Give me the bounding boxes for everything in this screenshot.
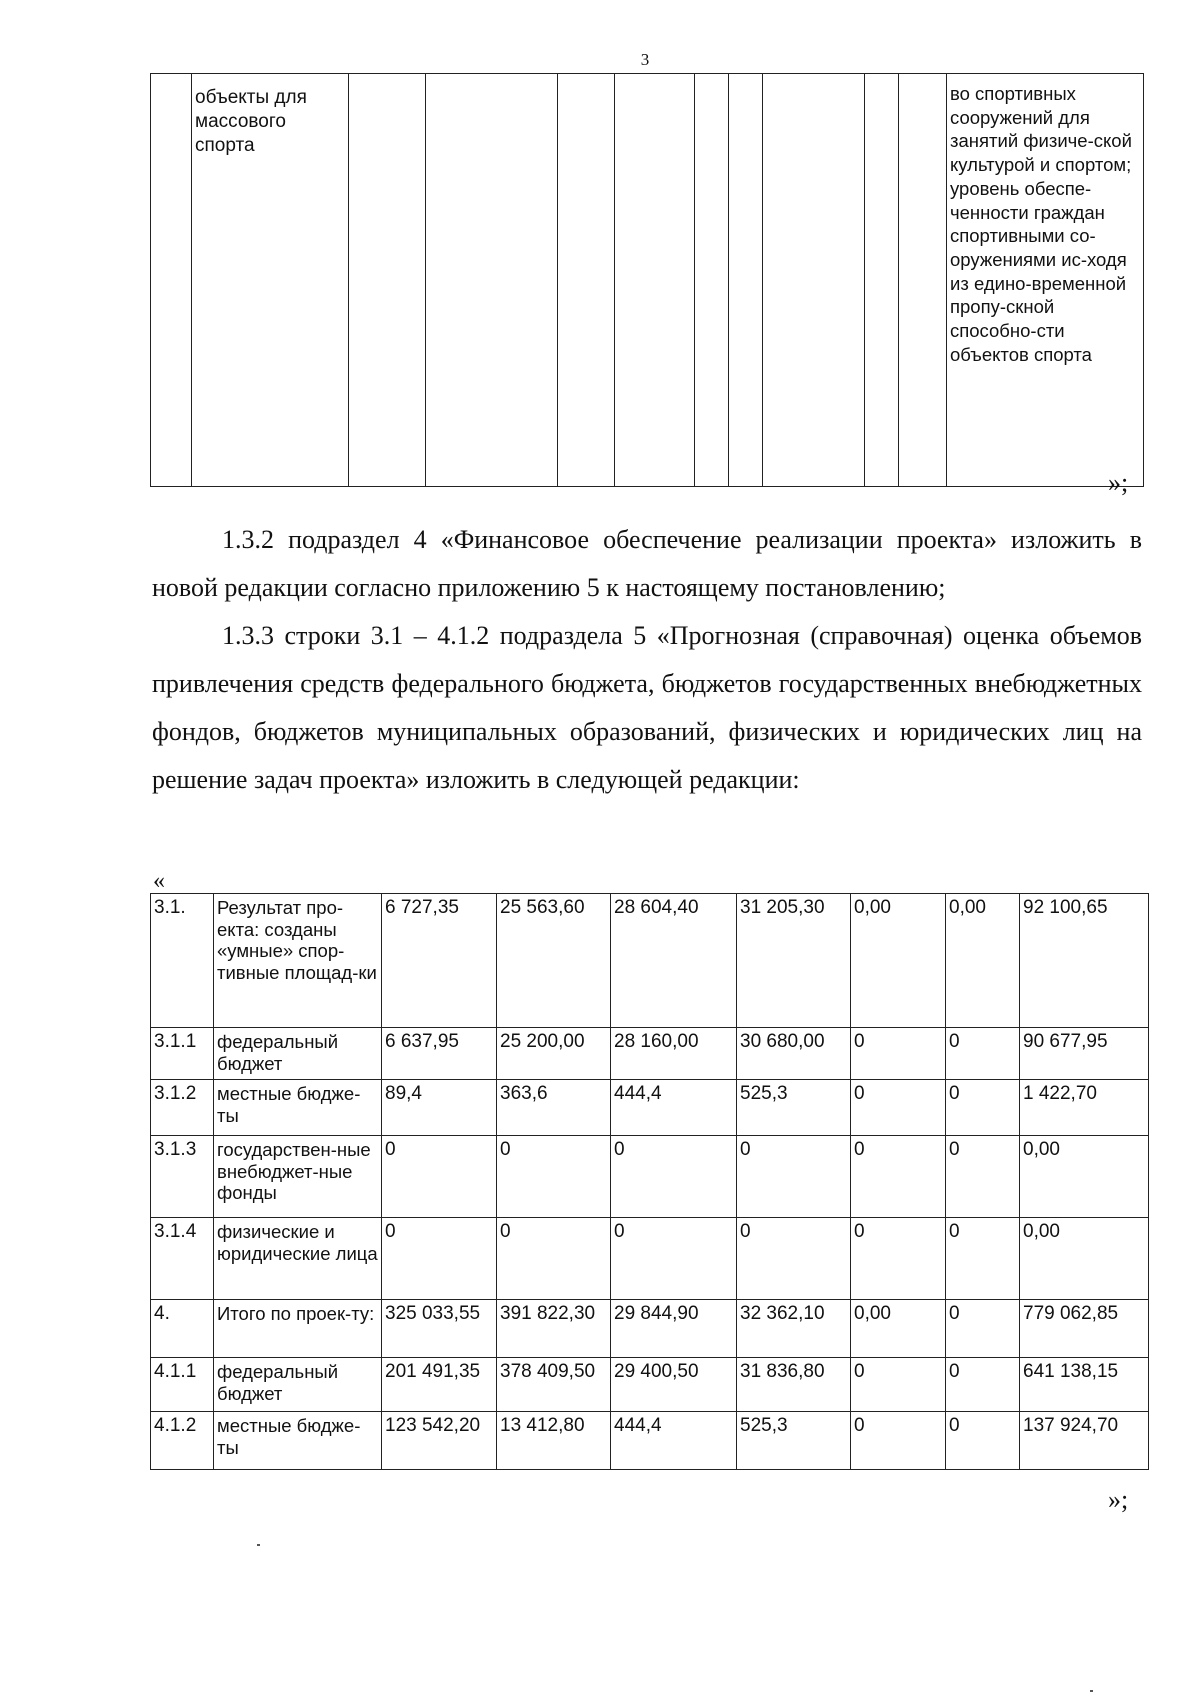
value-cell: 0: [946, 1358, 1020, 1412]
value-cell: 0: [946, 1136, 1020, 1218]
value-cell: 0: [946, 1080, 1020, 1136]
table-cell: [558, 74, 615, 487]
value-cell: 0: [611, 1136, 737, 1218]
value-cell: 0: [851, 1218, 946, 1300]
value-cell: 444,4: [611, 1412, 737, 1470]
value-cell: 0: [737, 1218, 851, 1300]
value-cell: 0: [382, 1136, 497, 1218]
value-cell: 0: [851, 1136, 946, 1218]
table-cell: [695, 74, 729, 487]
row-name-cell: федеральный бюджет: [214, 1358, 382, 1412]
value-cell: 201 491,35: [382, 1358, 497, 1412]
total-cell: 92 100,65: [1020, 894, 1149, 1028]
table-cell: [151, 74, 192, 487]
value-cell: 378 409,50: [497, 1358, 611, 1412]
value-cell: 0: [851, 1080, 946, 1136]
value-cell: 363,6: [497, 1080, 611, 1136]
value-cell: 0: [946, 1300, 1020, 1358]
value-cell: 0: [611, 1218, 737, 1300]
table-row: [151, 1358, 1149, 1412]
table-cell: [865, 74, 899, 487]
value-cell: 31 205,30: [737, 894, 851, 1028]
total-cell: 0,00: [1020, 1136, 1149, 1218]
table-row: [151, 1412, 1149, 1470]
total-cell: 1 422,70: [1020, 1080, 1149, 1136]
continuation-table: [150, 73, 1144, 487]
object-type-cell: объекты для массового спорта: [192, 74, 349, 487]
row-number-cell: 3.1.4: [151, 1218, 214, 1300]
value-cell: 525,3: [737, 1412, 851, 1470]
value-cell: 0: [497, 1136, 611, 1218]
row-number-cell: 3.1.3: [151, 1136, 214, 1218]
row-name-cell: местные бюдже-ты: [214, 1080, 382, 1136]
table-cell: [426, 74, 558, 487]
paragraph-1-3-2: 1.3.2 подраздел 4 «Финансовое обеспечение реализации проекта» изложить в новой редакции согласно приложению 5 к настоящему постановлению;: [152, 525, 1142, 602]
table-cell: [899, 74, 947, 487]
value-cell: 89,4: [382, 1080, 497, 1136]
total-cell: 641 138,15: [1020, 1358, 1149, 1412]
value-cell: 6 727,35: [382, 894, 497, 1028]
value-cell: 0,00: [851, 1300, 946, 1358]
opening-quote: «: [153, 868, 165, 894]
table-cell: [729, 74, 763, 487]
value-cell: 31 836,80: [737, 1358, 851, 1412]
value-cell: 28 160,00: [611, 1028, 737, 1080]
table-cell: [349, 74, 426, 487]
value-cell: 391 822,30: [497, 1300, 611, 1358]
value-cell: 25 563,60: [497, 894, 611, 1028]
value-cell: 444,4: [611, 1080, 737, 1136]
scan-mark: [1090, 1690, 1093, 1692]
row-name-cell: федеральный бюджет: [214, 1028, 382, 1080]
closing-quote: »;: [1108, 468, 1129, 497]
row-number-cell: 4.1.1: [151, 1358, 214, 1412]
value-cell: 0: [382, 1218, 497, 1300]
value-cell: 30 680,00: [737, 1028, 851, 1080]
continuation-row: [151, 74, 1144, 487]
value-cell: 0: [946, 1218, 1020, 1300]
table-row: [151, 1300, 1149, 1358]
table-cell: [615, 74, 695, 487]
table-row: [151, 1080, 1149, 1136]
table-row: [151, 1218, 1149, 1300]
row-name-cell: Итого по проек-ту:: [214, 1300, 382, 1358]
value-cell: 0: [851, 1358, 946, 1412]
row-number-cell: 4.1.2: [151, 1412, 214, 1470]
value-cell: 0: [851, 1028, 946, 1080]
financing-estimate-table: [150, 893, 1149, 1470]
value-cell: 0: [851, 1412, 946, 1470]
value-cell: 13 412,80: [497, 1412, 611, 1470]
indicator-description-cell: во спортивных сооружений для занятий физиче-ской культурой и спортом; уровень обеспе-ченности граждан спортивными со-оружениями ис-ходя из едино-временной пропу-скной способно-сти объектов спорта: [947, 74, 1144, 487]
row-name-cell: местные бюдже-ты: [214, 1412, 382, 1470]
value-cell: 0,00: [946, 894, 1020, 1028]
row-name-cell: государствен-ные внебюджет-ные фонды: [214, 1136, 382, 1218]
value-cell: 0: [497, 1218, 611, 1300]
table-cell: [763, 74, 865, 487]
value-cell: 325 033,55: [382, 1300, 497, 1358]
value-cell: 25 200,00: [497, 1028, 611, 1080]
total-cell: 137 924,70: [1020, 1412, 1149, 1470]
scan-mark: [257, 1544, 260, 1546]
table-row: [151, 894, 1149, 1028]
closing-quote: »;: [1108, 1485, 1129, 1514]
total-cell: 0,00: [1020, 1218, 1149, 1300]
page-number: 3: [640, 50, 650, 69]
value-cell: 0: [946, 1028, 1020, 1080]
value-cell: 32 362,10: [737, 1300, 851, 1358]
value-cell: 6 637,95: [382, 1028, 497, 1080]
value-cell: 525,3: [737, 1080, 851, 1136]
row-number-cell: 3.1.2: [151, 1080, 214, 1136]
row-number-cell: 3.1.1: [151, 1028, 214, 1080]
paragraph-1-3-3: 1.3.3 строки 3.1 – 4.1.2 подраздела 5 «Прогнозная (справочная) оценка объемов привлечения средств федерального бюджета, бюджетов государственных внебюджетных фондов, бюджетов муниципальных образований, физических и юридических лиц на решение задач проекта» изложить в следующей редакции:: [152, 621, 1142, 794]
value-cell: 29 400,50: [611, 1358, 737, 1412]
value-cell: 29 844,90: [611, 1300, 737, 1358]
table-row: [151, 1028, 1149, 1080]
row-number-cell: 3.1.: [151, 894, 214, 1028]
total-cell: 90 677,95: [1020, 1028, 1149, 1080]
value-cell: 0,00: [851, 894, 946, 1028]
total-cell: 779 062,85: [1020, 1300, 1149, 1358]
value-cell: 123 542,20: [382, 1412, 497, 1470]
row-number-cell: 4.: [151, 1300, 214, 1358]
value-cell: 0: [946, 1412, 1020, 1470]
value-cell: 0: [737, 1136, 851, 1218]
table-row: [151, 1136, 1149, 1218]
value-cell: 28 604,40: [611, 894, 737, 1028]
row-name-cell: физические и юридические лица: [214, 1218, 382, 1300]
row-name-cell: Результат про-екта: созданы «умные» спор-тивные площад-ки: [214, 894, 382, 1028]
